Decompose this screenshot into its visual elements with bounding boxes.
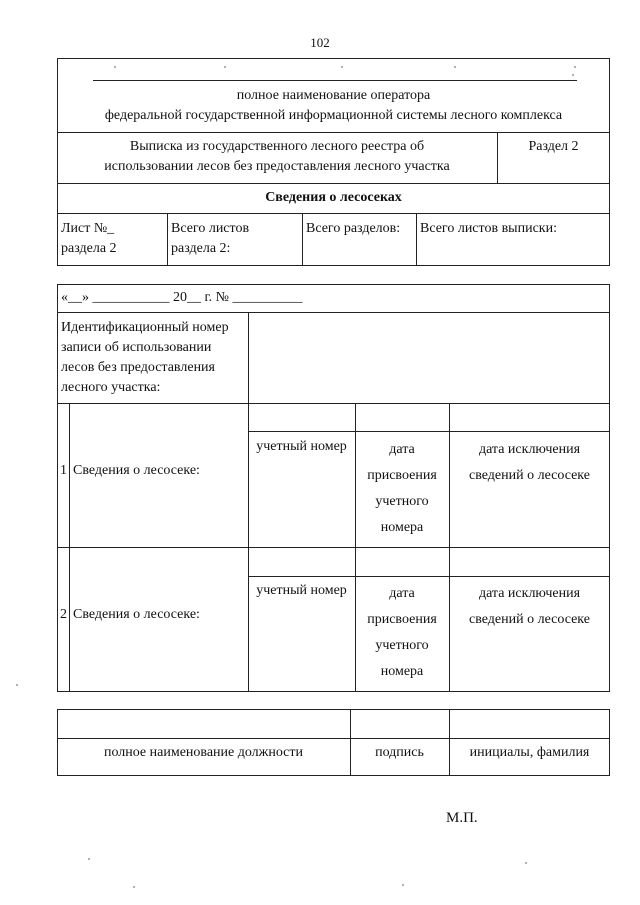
account-number-label: учетный номер — [256, 583, 347, 598]
divider — [57, 183, 610, 184]
row-label: Сведения о лесосеке: — [73, 607, 200, 622]
signature-caption: подпись — [375, 745, 424, 760]
divider — [57, 547, 610, 548]
sheet-no-label: Лист №_ — [61, 221, 115, 236]
operator-name-line — [93, 80, 577, 81]
id-label-line1: Идентификационный номер — [61, 320, 229, 335]
operator-caption-line2: федеральной государственной информационной системы лесного комплекса — [104, 108, 563, 123]
row-number: 2 — [60, 607, 67, 622]
extract-title-line2: использовании лесов без предоставления лесного участка — [104, 159, 450, 174]
section-label: Раздел 2 — [528, 139, 579, 154]
divider — [248, 431, 610, 432]
sheet-no-section: раздела 2 — [61, 241, 117, 256]
name-caption: инициалы, фамилия — [469, 745, 590, 760]
id-label-line4: лесного участка: — [61, 380, 161, 395]
divider — [416, 213, 417, 266]
date-number-line: «__» ___________ 20__ г. № __________ — [61, 290, 303, 305]
divider — [248, 312, 249, 403]
extract-title-line1: Выписка из государственного лесного реестра об — [129, 139, 425, 154]
total-sheets-section: раздела 2: — [171, 241, 231, 256]
divider — [248, 576, 610, 577]
total-sheets-label: Всего листов — [171, 221, 250, 236]
subtitle: Сведения о лесосеках — [265, 190, 402, 205]
id-label-line3: лесов без предоставления — [61, 360, 215, 375]
assignment-date-label: дата присвоения учетного номера — [367, 442, 437, 535]
stamp-label: М.П. — [446, 810, 478, 826]
exclusion-date-label: дата исключения сведений о лесосеке — [469, 586, 590, 627]
row-label: Сведения о лесосеке: — [73, 463, 200, 478]
position-caption: полное наименование должности — [103, 745, 304, 760]
divider — [57, 738, 610, 739]
divider — [57, 213, 610, 214]
divider — [57, 403, 610, 404]
account-number-label: учетный номер — [256, 439, 347, 454]
divider — [167, 213, 168, 266]
divider — [302, 213, 303, 266]
total-sections-label: Всего разделов: — [306, 221, 401, 236]
id-label-line2: записи об использовании — [61, 340, 212, 355]
operator-caption-line1: полное наименование оператора — [236, 88, 431, 103]
divider — [57, 132, 610, 133]
exclusion-date-label: дата исключения сведений о лесосеке — [469, 442, 590, 483]
assignment-date-label: дата присвоения учетного номера — [367, 586, 437, 679]
divider — [57, 312, 610, 313]
row-number: 1 — [60, 463, 67, 478]
page-number: 102 — [310, 35, 330, 50]
total-extract-sheets-label: Всего листов выписки: — [420, 221, 557, 236]
